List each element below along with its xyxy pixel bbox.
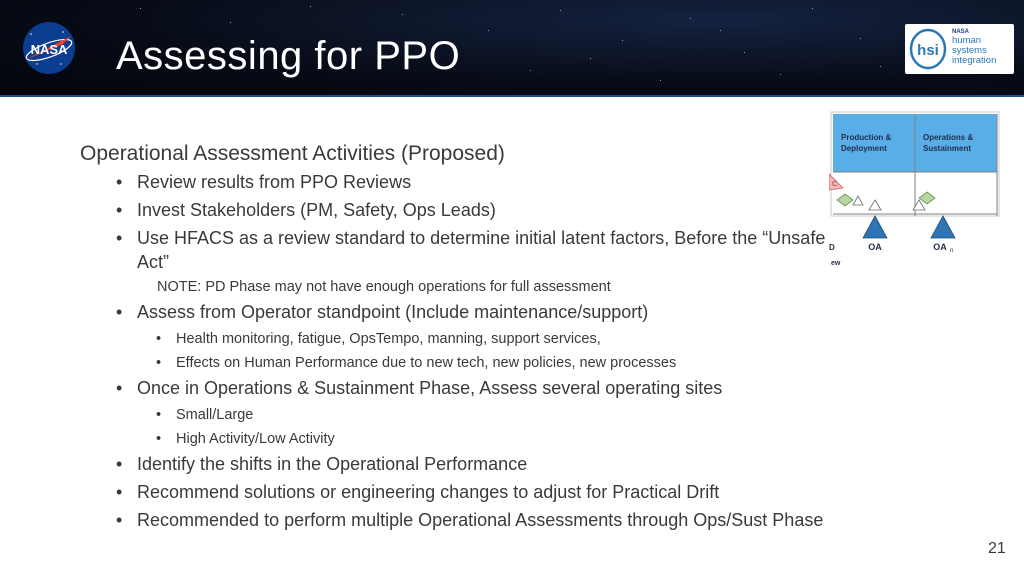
sub-bullet-item: • Effects on Human Performance due to new tech, new policies, new processes (80, 352, 900, 374)
oa-label: OA (868, 242, 882, 252)
lifecycle-diagram-excerpt (829, 110, 1001, 270)
bullet-item: • Assess from Operator standpoint (Include maintenance/support) (80, 300, 900, 324)
oan-label: OA (933, 242, 947, 252)
milestone-label: C (832, 181, 838, 188)
hsi-nasa-label: NASA (952, 29, 970, 35)
sub-bullet-item: • Health monitoring, fatigue, OpsTempo, manning, support services, (80, 328, 900, 350)
oa-triangle (863, 216, 887, 238)
slide-title: Assessing for PPO (116, 34, 461, 78)
note-text: NOTE: PD Phase may not have enough operations for full assessment (157, 279, 611, 295)
oan-subscript: n (950, 248, 954, 254)
nasa-logo (19, 20, 79, 76)
bullet-item: • Use HFACS as a review standard to determine initial latent factors, Before the “Unsafe Act” (80, 226, 837, 274)
svg-text:NASA: NASA (30, 42, 68, 57)
bullet-item: • Review results from PPO Reviews (80, 170, 900, 194)
hsi-logo (905, 24, 1014, 74)
bullet-item: • Once in Operations & Sustainment Phase, Assess several operating sites (80, 376, 900, 400)
svg-text:hsi: hsi (917, 42, 939, 59)
phase-label-deployment: Deployment (841, 144, 887, 153)
cut-label-2: ew (831, 260, 841, 267)
banner-divider (0, 95, 1024, 97)
phase-label-operations: Operations & (923, 133, 974, 142)
hsi-circle-icon (909, 28, 947, 70)
title-banner (0, 0, 1024, 97)
oan-triangle (931, 216, 955, 238)
phase-label-production: Production & (841, 133, 892, 142)
hsi-wordmark: human systems integration (952, 35, 997, 66)
page-number: 21 (988, 540, 1006, 557)
sub-bullet-item: • High Activity/Low Activity (80, 428, 900, 450)
bullet-item: • Recommend solutions or engineering changes to adjust for Practical Drift (80, 480, 900, 504)
cut-label: D (829, 243, 835, 252)
bullet-item: • Identify the shifts in the Operational Performance (80, 452, 900, 476)
bullet-list (80, 170, 900, 532)
phase-label-sustainment: Sustainment (923, 144, 972, 153)
bullet-item: • Recommended to perform multiple Operational Assessments through Ops/Sust Phase (80, 508, 900, 532)
sub-bullet-item: • Small/Large (80, 404, 900, 426)
slide-body (80, 142, 900, 536)
bullet-item: • Invest Stakeholders (PM, Safety, Ops Leads) (80, 198, 900, 222)
section-heading: Operational Assessment Activities (Proposed) (80, 142, 505, 165)
